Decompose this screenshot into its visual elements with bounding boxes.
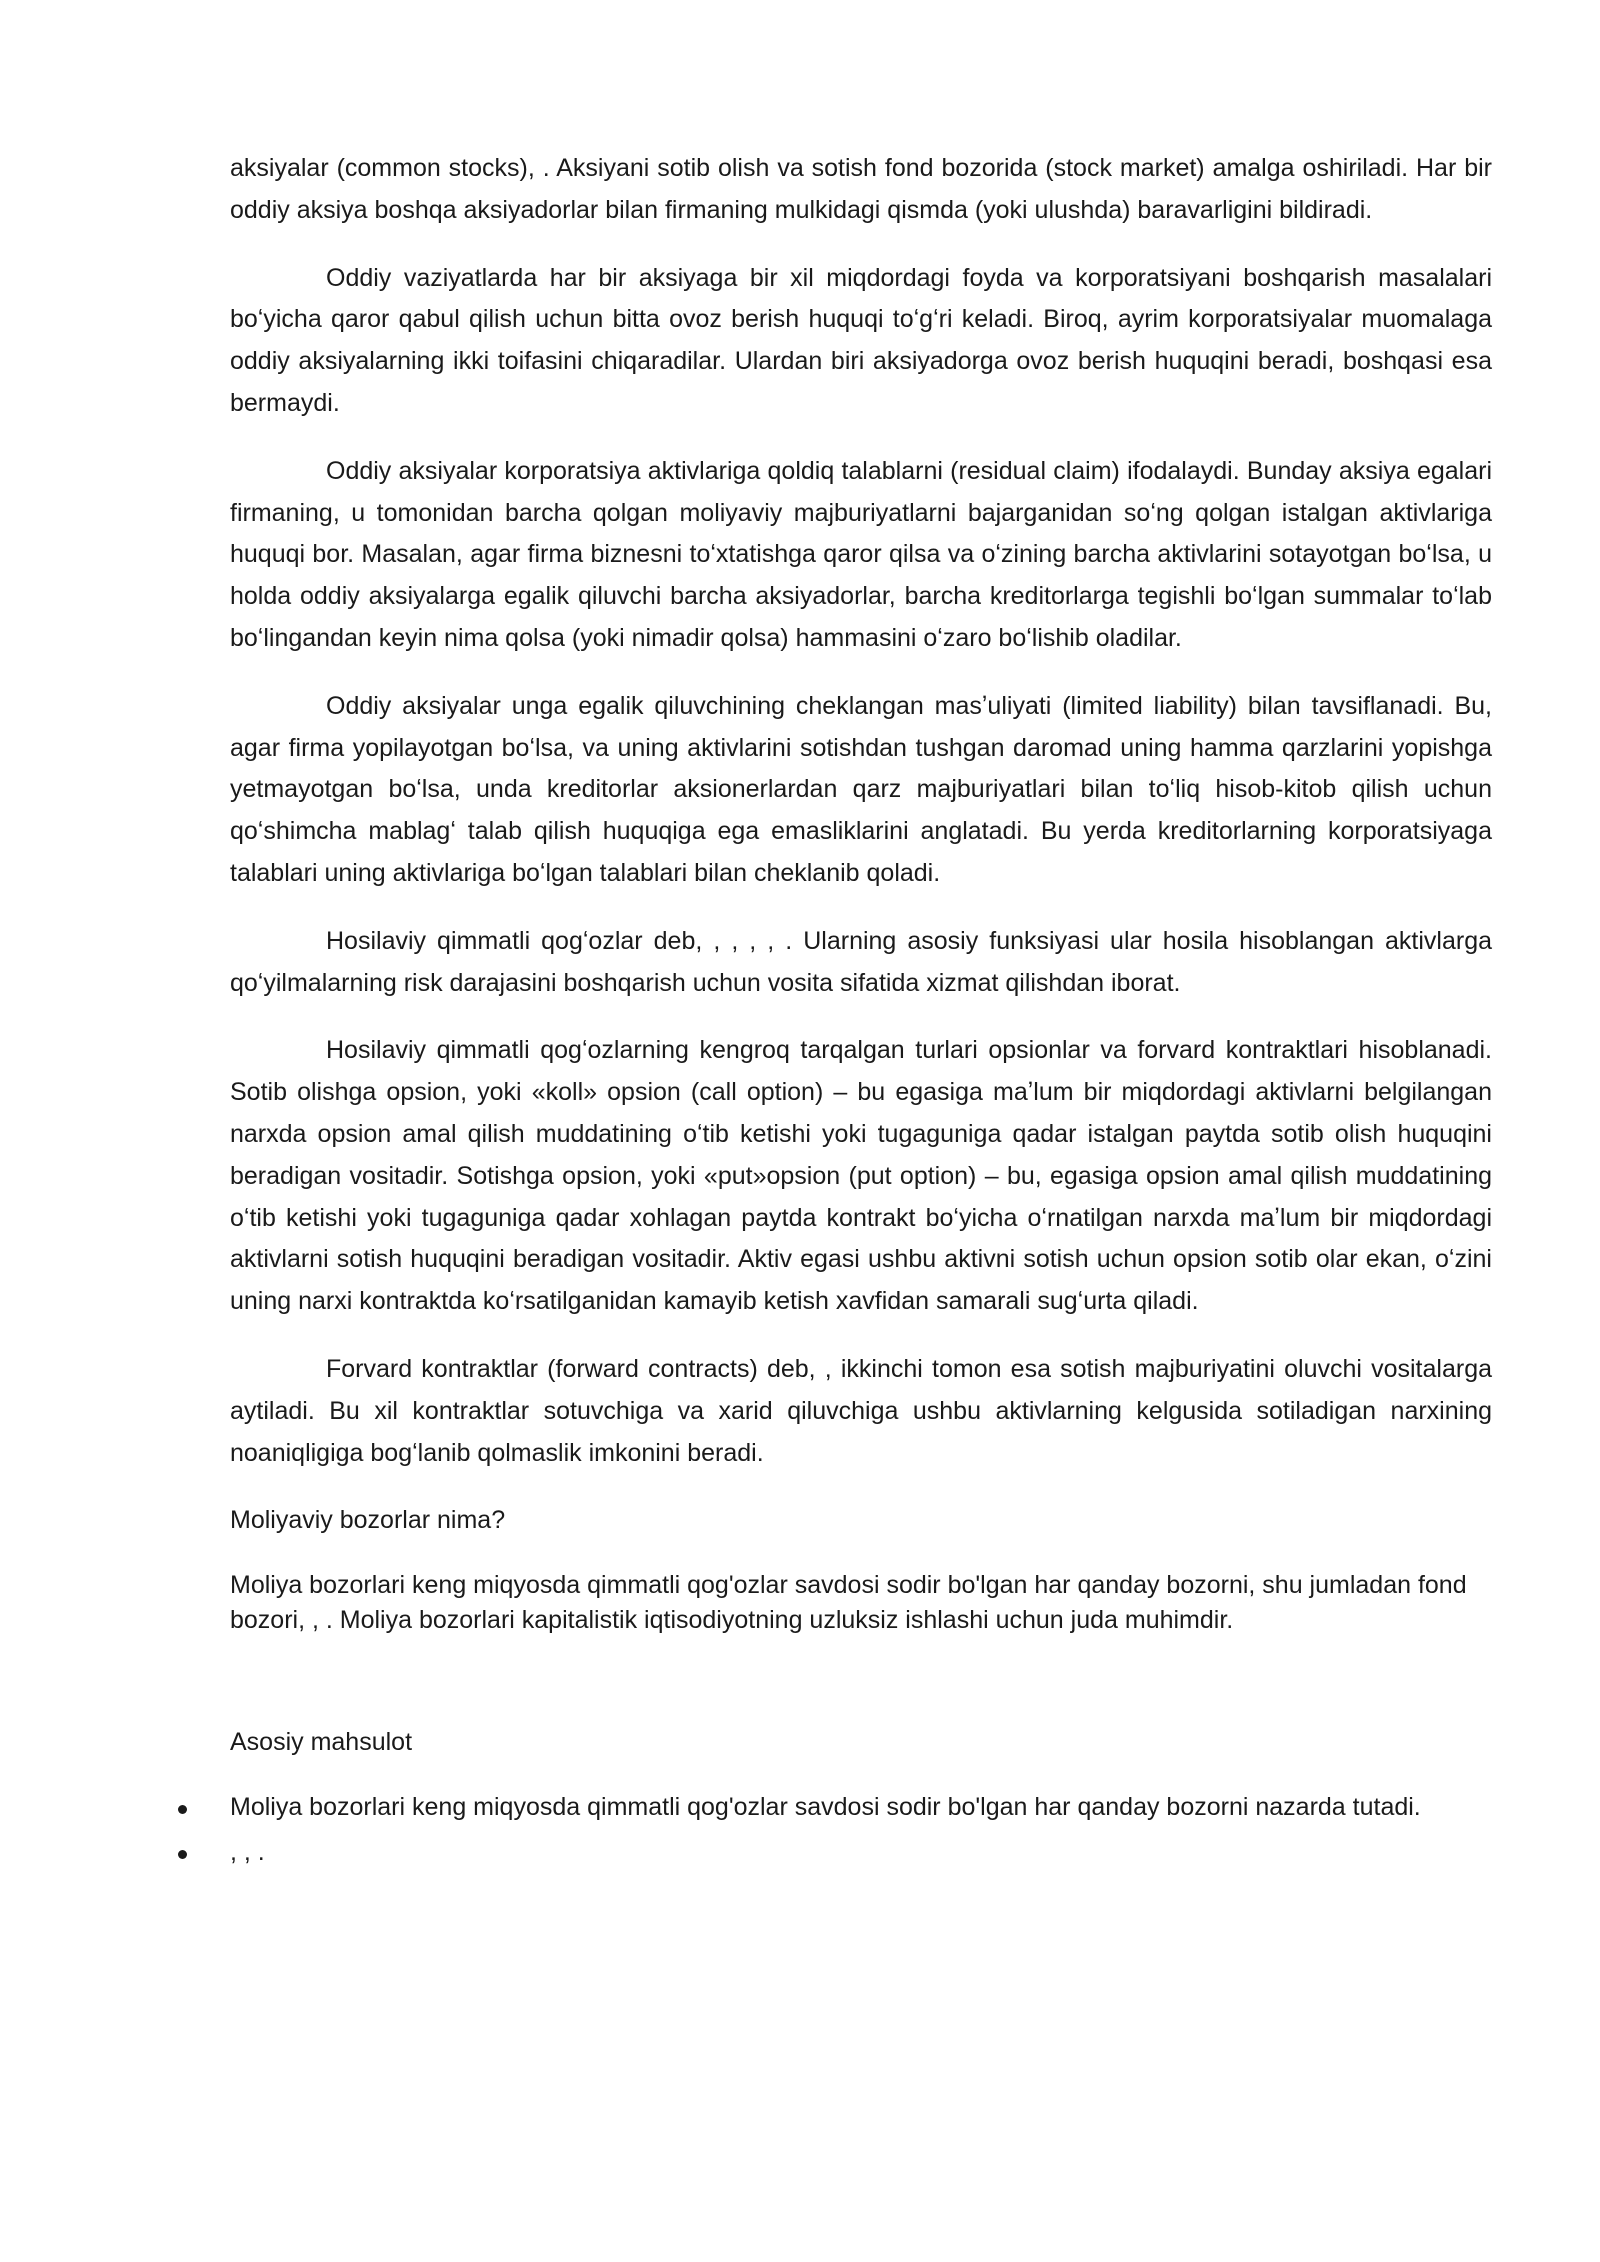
paragraph-forward-contracts: Forvard kontraktlar (forward contracts) deb, , ikkinchi tomon esa sotish majburiyatini oluvchi vositalarga aytiladi. Bu xil kontraktlar sotuvchiga va xarid qiluvchiga ushbu aktivlarning kelgusida sotiladigan narxining noaniqligiga bogʻlanib qolmaslik imkonini beradi. <box>230 1354 1492 1467</box>
list-item <box>230 1790 1492 1825</box>
spacer <box>230 1664 1492 1722</box>
paragraph-residual-claim: Oddiy aksiyalar korporatsiya aktivlariga qoldiq talablarni (residual claim) ifodalaydi. Bunday aksiya egalari firmaning, u tomonidan barcha qolgan moliyaviy majburiyatlarni bajarganidan soʻng qolgan istalgan aktivlariga huquqi bor. Masalan, agar firma biznesni toʻxtatishga qaror qilsa va oʻzining barcha aktivlarini sotayotgan boʻlsa, u holda oddiy aksiyalarga egalik qiluvchi barcha aksiyadorlar, barcha kreditorlarga tegishli boʻlgan summalar toʻlab boʻlingandan keyin nima qolsa (yoki nimadir qolsa) hammasini oʻzaro boʻlishib oladilar. <box>230 456 1492 652</box>
section-heading: Asosiy mahsulot <box>230 1728 413 1757</box>
paragraph-common-stocks: aksiyalar (common stocks), . Aksiyani sotib olish va sotish fond bozorida (stock market) amalga oshiriladi. Har bir oddiy aksiya boshqa aksiyadorlar bilan firmaning mulkidagi qismda (yoki ulushda) baravarligini bildiradi. <box>230 154 1492 224</box>
paragraph-derivatives: Hosilaviy qimmatli qogʻozlar deb, , , , , . Ularning asosiy funksiyasi ular hosila hisoblangan aktivlarga qoʻyilmalarning risk darajasini boshqarish uchun vosita sifatida xizmat qilishdan iborat. <box>230 926 1492 997</box>
bullet-icon <box>178 1805 187 1814</box>
list-item-text: Moliya bozorlari keng miqyosda qimmatli qog'ozlar savdosi sodir bo'lgan har qanday bozorni nazarda tutadi. <box>230 1792 1421 1821</box>
question-heading: Moliyaviy bozorlar nima? <box>230 1506 506 1535</box>
bullet-icon <box>178 1850 187 1859</box>
paragraph-limited-liability: Oddiy aksiyalar unga egalik qiluvchining cheklangan masʼuliyati (limited liability) bilan tavsiflanadi. Bu, agar firma yopilayotgan boʻlsa, va uning aktivlarini sotishdan tushgan daromad uning hamma qarzlarini yopishga yetmayotgan boʻlsa, unda kreditorlar aksionerlardan qarz majburiyatlari bilan toʻliq hisob-kitob qilish uchun qoʻshimcha mablagʻ talab qilish huquqiga ega emasliklarini anglatadi. Bu yerda kreditorlarning korporatsiyaga talablari uning aktivlariga boʻlgan talablari bilan cheklanib qoladi. <box>230 691 1492 887</box>
answer-paragraph: Moliya bozorlari keng miqyosda qimmatli qog'ozlar savdosi sodir bo'lgan har qanday bozorni, shu jumladan fond bozori, , . Moliya bozorlari kapitalistik iqtisodiyotning uzluksiz ishlashi uchun juda muhimdir. <box>230 1571 1467 1635</box>
bullet-list <box>230 1790 1492 1870</box>
document-page <box>230 148 1492 1880</box>
paragraph-options: Hosilaviy qimmatli qogʻozlarning kengroq tarqalgan turlari opsionlar va forvard kontraktlari hisoblanadi. Sotib olishga opsion, yoki «koll» opsion (call option) – bu egasiga maʼlum bir miqdordagi aktivlarni belgilangan narxda opsion amal qilish muddatining oʻtib ketishi yoki tugaguniga qadar istalgan paytda sotib olish huquqini beradigan vositadir. Sotishga opsion, yoki «put»opsion (put option) – bu, egasiga opsion amal qilish muddatining oʻtib ketishi yoki tugaguniga qadar xohlagan paytda kontrakt boʻyicha oʻrnatilgan narxda maʼlum bir miqdordagi aktivlarni sotish huquqini beradigan vositadir. Aktiv egasi ushbu aktivni sotish uchun opsion sotib olar ekan, oʻzini uning narxi kontraktda koʻrsatilganidan kamayib ketish xavfidan samarali sugʻurta qiladi. <box>230 1036 1492 1316</box>
list-item <box>230 1835 1492 1870</box>
paragraph-voting-rights: Oddiy vaziyatlarda har bir aksiyaga bir xil miqdordagi foyda va korporatsiyani boshqarish masalalari boʻyicha qaror qabul qilish uchun bitta ovoz berish huquqi toʻgʻri keladi. Biroq, ayrim korporatsiyalar muomalaga oddiy aksiyalarning ikki toifasini chiqaradilar. Ulardan biri aksiyadorga ovoz berish huquqini beradi, boshqasi esa bermaydi. <box>230 263 1492 417</box>
list-item-text: , , . <box>230 1837 265 1866</box>
